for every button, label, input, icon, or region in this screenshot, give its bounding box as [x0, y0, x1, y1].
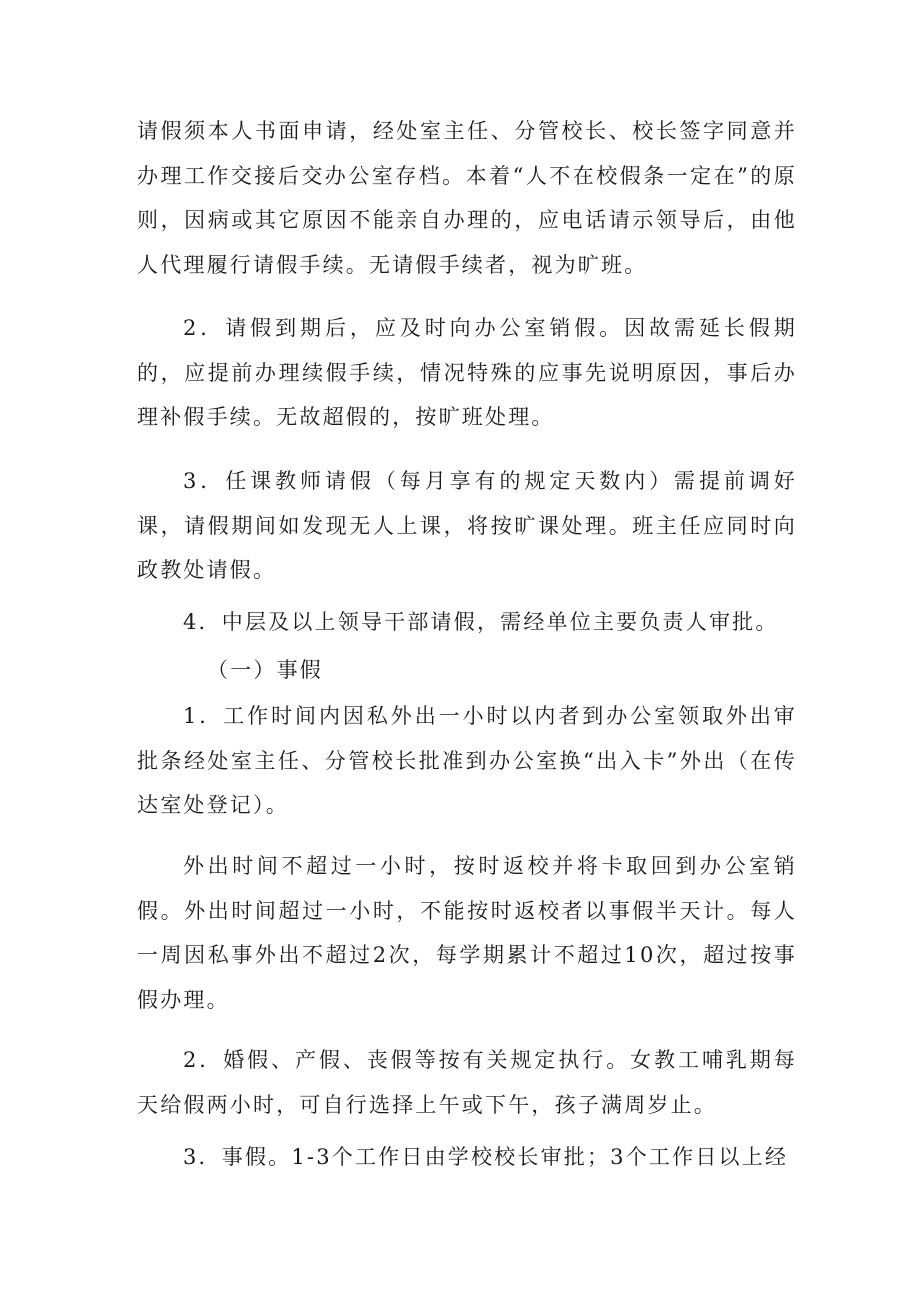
paragraph-outing-time-rules: 外出时间不超过一小时，按时返校并将卡取回到办公室销假。外出时间超过一小时，不能按时返校者以事假半天计。每人一周因私事外出不超过2次，每学期累计不超过10次，超过按事假办理。 — [137, 854, 797, 1012]
paragraph-item-4-leader-leave: 4．中层及以上领导干部请假，需经单位主要负责人审批。 — [183, 610, 779, 634]
paragraph-item-3-teacher-leave: 3．任课教师请假（每月享有的规定天数内）需提前调好课，请假期间如发现无人上课，将按旷课处理。班主任应同时向政教处请假。 — [137, 469, 797, 582]
paragraph-item-2-cancel-leave: 2．请假到期后，应及时向办公室销假。因故需延长假期的，应提前办理续假手续，情况特殊的应事先说明原因，事后办理补假手续。无故超假的，按旷班处理。 — [137, 316, 797, 429]
paragraph-personal-item-2: 2．婚假、产假、丧假等按有关规定执行。女教工哺乳期每天给假两小时，可自行选择上午或下午，孩子满周岁止。 — [137, 1048, 797, 1117]
paragraph-personal-item-1: 1．工作时间内因私外出一小时以内者到办公室领取外出审批条经处室主任、分管校长批准到办公室换“出入卡”外出（在传达室处登记）。 — [137, 704, 797, 817]
paragraph-personal-item-3: 3．事假。1-3个工作日由学校校长审批；3个工作日以上经 — [183, 1145, 789, 1169]
paragraph-leave-application: 请假须本人书面申请，经处室主任、分管校长、校长签字同意并办理工作交接后交办公室存档。本着“人不在校假条一定在”的原则，因病或其它原因不能亲自办理的，应电话请示领导后，由他人代理履行请假手续。无请假手续者，视为旷班。 — [137, 119, 797, 277]
section-heading-personal-leave: （一）事假 — [207, 658, 323, 682]
